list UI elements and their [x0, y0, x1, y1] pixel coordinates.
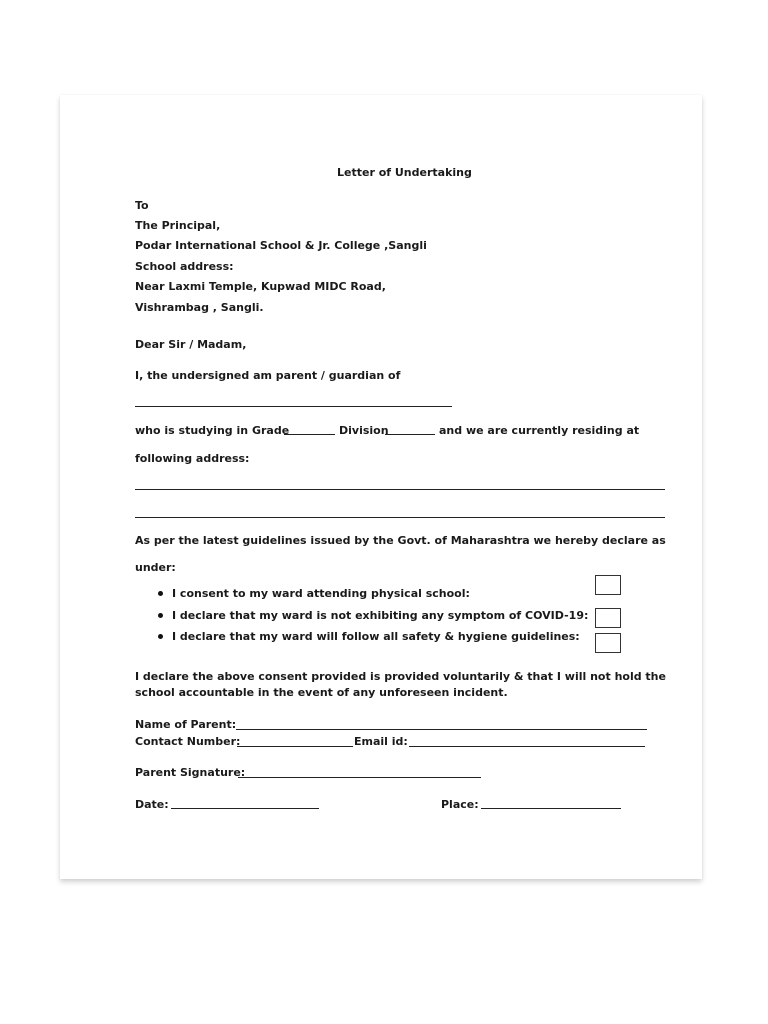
- grade-text: who is studying in Grade: [135, 424, 290, 437]
- bullet-icon: [158, 613, 163, 618]
- salutation: Dear Sir / Madam,: [135, 338, 247, 351]
- declaration-2: I declare that my ward is not exhibiting any symptom of COVID-19:: [172, 609, 589, 622]
- guidelines-line-2: under:: [135, 561, 176, 574]
- consent-line-2: school accountable in the event of any unforeseen incident.: [135, 686, 508, 699]
- bullet-icon: [158, 591, 163, 596]
- email-label: Email id:: [354, 735, 408, 748]
- address-label: School address:: [135, 260, 234, 273]
- address-line-1: Near Laxmi Temple, Kupwad MIDC Road,: [135, 280, 386, 293]
- intro-line: I, the undersigned am parent / guardian of: [135, 369, 401, 382]
- declaration-3: I declare that my ward will follow all safety & hygiene guidelines:: [172, 630, 580, 643]
- guidelines-line-1: As per the latest guidelines issued by the Govt. of Maharashtra we hereby declare as: [135, 534, 666, 547]
- consent-line-1: I declare the above consent provided is provided voluntarily & that I will not hold the: [135, 670, 666, 683]
- place-label: Place:: [441, 798, 479, 811]
- school-name: Podar International School & Jr. College ,Sangli: [135, 239, 427, 252]
- safety-checkbox[interactable]: [595, 633, 621, 653]
- following-address-text: following address:: [135, 452, 250, 465]
- bullet-icon: [158, 634, 163, 639]
- division-text: Division: [339, 424, 389, 437]
- no-symptom-checkbox[interactable]: [595, 608, 621, 628]
- place-field[interactable]: [481, 808, 621, 809]
- date-label: Date:: [135, 798, 169, 811]
- date-field[interactable]: [171, 808, 319, 809]
- ward-name-field[interactable]: [135, 406, 452, 407]
- document-page: [60, 95, 702, 879]
- contact-number-field[interactable]: [237, 746, 353, 747]
- address-field-1[interactable]: [135, 489, 665, 490]
- grade-field[interactable]: [284, 434, 335, 435]
- signature-field[interactable]: [238, 777, 481, 778]
- address-line-2: Vishrambag , Sangli.: [135, 301, 264, 314]
- address-field-2[interactable]: [135, 517, 665, 518]
- contact-number-label: Contact Number:: [135, 735, 241, 748]
- declaration-1: I consent to my ward attending physical school:: [172, 587, 470, 600]
- signature-label: Parent Signature:: [135, 766, 246, 779]
- division-field[interactable]: [385, 434, 435, 435]
- consent-checkbox[interactable]: [595, 575, 621, 595]
- recipient-line: The Principal,: [135, 219, 221, 232]
- email-field[interactable]: [409, 746, 645, 747]
- to-line: To: [135, 199, 149, 212]
- letter-title: Letter of Undertaking: [337, 166, 472, 179]
- residing-text: and we are currently residing at: [439, 424, 640, 437]
- parent-name-label: Name of Parent:: [135, 718, 237, 731]
- parent-name-field[interactable]: [236, 729, 647, 730]
